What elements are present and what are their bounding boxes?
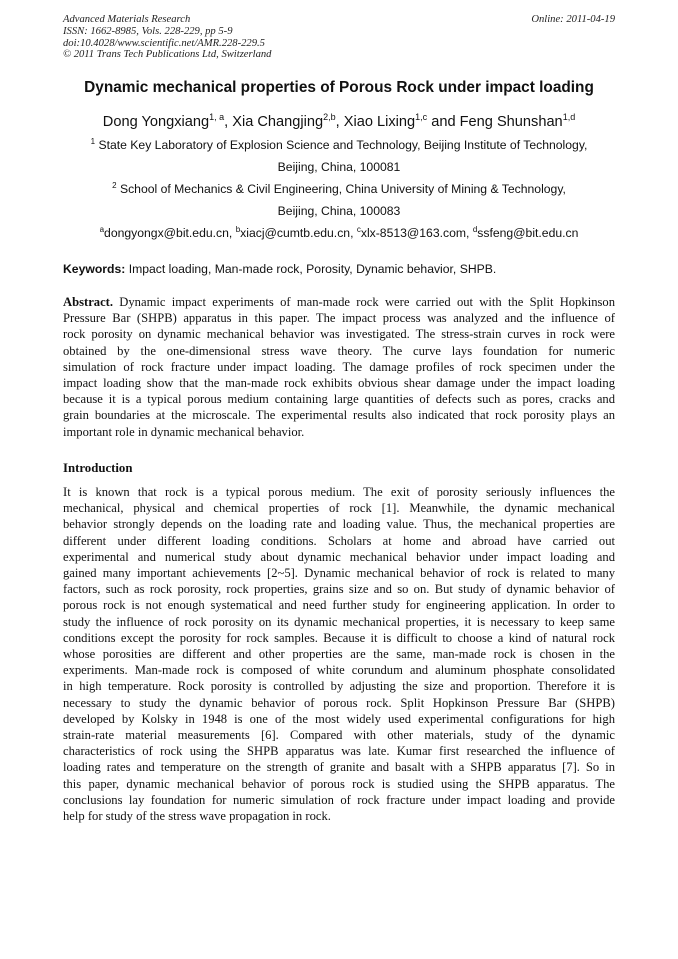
email-mark: a — [99, 224, 105, 234]
body-line: experiments. Man-made rock is composed of white corundum and aluminum phosphate consolidated — [63, 663, 615, 678]
author-separator: , — [224, 114, 233, 130]
body-line: study the influence of rock porosity on its dynamic mechanical properties, it is necessary to keep same — [63, 614, 615, 629]
author-affiliation-mark: 1, a — [209, 112, 225, 123]
section-heading-introduction: Introduction — [63, 461, 133, 475]
abstract-line: impact loading show that the man-made rock exhibits obvious shear damage under the impact loading — [63, 376, 615, 391]
keywords-label: Keywords: — [63, 262, 126, 276]
affiliation-1-line-1 — [0, 138, 678, 152]
body-line: developed by Kolsky in 1948 is one of the most widely used experimental configurations for high — [63, 711, 615, 726]
affiliation-text: School of Mechanics & Civil Engineering, China University of Mining & Technology, — [119, 182, 566, 196]
affiliation-2-line-2: Beijing, China, 100083 — [277, 204, 401, 218]
body-line: porous rock is not enough systematical and need further study for engineering application. In order to — [63, 598, 615, 613]
paper-title: Dynamic mechanical properties of Porous Rock under impact loading — [84, 79, 594, 96]
author-separator: , — [335, 114, 344, 130]
introduction-body — [63, 484, 615, 824]
body-line: conditions except the porosity for rock samples. Because it is difficult to choose a kind of natural rock — [63, 630, 615, 645]
abstract-line: grain boundaries at the microscale. The experimental results also indicated that rock porosity plays an — [63, 408, 615, 423]
email-address: xlx-8513@163.com — [360, 226, 467, 240]
email-address: dongyongx@bit.edu.cn — [104, 226, 229, 240]
author-affiliation-mark: 2,b — [323, 112, 336, 123]
journal-header — [63, 14, 615, 61]
abstract-line — [63, 294, 615, 310]
body-line: It is known that rock is a typical porous medium. The exit of porosity seriously influences the — [63, 485, 615, 499]
abstract-label: Abstract. — [63, 295, 114, 309]
email-mark: d — [472, 224, 478, 234]
author-name: Xiao Lixing — [343, 114, 416, 130]
abstract-text: Dynamic impact experiments of man-made rock were carried out with the Split Hopkinson — [113, 295, 615, 309]
body-line: mechanical, physical and chemical properties of rock [1]. Meanwhile, the dynamic mechanical — [63, 501, 615, 516]
abstract-line: Pressure Bar (SHPB) apparatus in this paper. The impact process was analyzed and the influence of — [63, 311, 615, 326]
abstract — [63, 294, 615, 440]
journal-name: Advanced Materials Research — [63, 14, 191, 25]
author-separator: and — [427, 114, 460, 130]
email-address: xiacj@cumtb.edu.cn — [240, 226, 351, 240]
email-list: $^a$dongyongx@bit.edu.cn, $^b$xiacj@cumtb.edu.cn, $^c$xlx-8513@163.com, $^d$ssfeng@bit.edu.cn — [99, 224, 579, 240]
doi-line: doi:10.4028/www.scientific.net/AMR.228-229.5 — [63, 37, 265, 49]
copyright-line: © 2011 Trans Tech Publications Ltd, Switzerland — [63, 49, 272, 61]
author-name: Dong Yongxiang — [102, 114, 210, 130]
abstract-line: because it is a typical porous medium containing large quantities of defects such as pores, cracks and — [63, 392, 615, 407]
abstract-line: obtained by the one-dimensional stress wave theory. The curve lays foundation for numeric — [63, 343, 615, 358]
keywords-text: Impact loading, Man-made rock, Porosity, Dynamic behavior, SHPB. — [125, 262, 497, 276]
issn-line: ISSN: 1662-8985, Vols. 228-229, pp 5-9 — [63, 25, 233, 37]
author-affiliation-mark: 1,c — [415, 112, 428, 123]
author-name: Xia Changjing — [232, 114, 324, 130]
abstract-line: simulation of rock fracture under impact loading. The damage profiles of rock specimen under the — [63, 359, 615, 374]
email-mark: c — [356, 224, 361, 234]
body-line: whose porosities are different and other properties are the same, man-made rock is chosen in the — [63, 647, 615, 662]
email-address: ssfeng@bit.edu.cn — [477, 226, 579, 240]
body-line: this paper, dynamic mechanical behavior of porous rock is studied using the SHPB apparatus. The — [63, 776, 615, 791]
affiliation-mark: 2 — [112, 180, 117, 190]
online-date: Online: 2011-04-19 — [531, 14, 615, 25]
abstract-line: important role in dynamic mechanical behavior. — [63, 424, 305, 439]
body-line: conclusions lay foundation for numeric simulation of rock fracture under impact loading and provide — [63, 792, 615, 807]
author-name: Feng Shunshan — [459, 114, 563, 130]
body-line: factors, such as rock porosity, rock properties, grains size and so on. But study of dynamic behavior of — [63, 582, 615, 597]
body-line: help for study of the stress wave propagation in rock. — [63, 809, 331, 824]
body-line: characteristics of rock using the SHPB apparatus was late. Kumar first researched the influence of — [63, 744, 615, 759]
email-mark: b — [235, 224, 241, 234]
author-affiliation-mark: 1,d — [562, 112, 576, 123]
body-line: in high temperature. Rock porosity is controlled by adjusting the size and proportion. Therefore it is — [63, 679, 615, 694]
abstract-line: rock porosity on dynamic mechanical behavior was investigated. The stress-strain curves in rock were — [63, 327, 615, 342]
body-line: strain-rate material measurements [6]. Compared with other materials, study of the dynamic — [63, 728, 615, 743]
keywords — [63, 262, 496, 276]
body-line: behavior strongly depends on the loading rate and loading value. Thus, the mechanical properties are — [63, 517, 615, 532]
affiliation-mark: 1 — [90, 136, 96, 146]
body-line: loading rates and temperature on the strength of granite and basalt with a SHPB apparatus [7]. So in — [63, 760, 615, 775]
body-line: different under different loading conditions. Scholars at home and abroad have carried out — [63, 533, 615, 548]
body-line: gained many important achievements [2~5]. Dynamic mechanical behavior of rock is related to many — [63, 566, 615, 581]
affiliation-2-line-1 — [0, 182, 678, 196]
affiliation-text: State Key Laboratory of Explosion Science and Technology, Beijing Institute of Technology, — [98, 138, 588, 152]
body-line: experimental and numerical study about dynamic mechanical behavior under impact loading and — [63, 549, 615, 564]
author-list — [0, 114, 678, 130]
affiliation-1-line-2: Beijing, China, 100081 — [277, 160, 401, 174]
body-line: necessary to study the dynamic behavior of porous rock. Split Hopkinson Pressure Bar (SHPB) — [63, 695, 615, 710]
